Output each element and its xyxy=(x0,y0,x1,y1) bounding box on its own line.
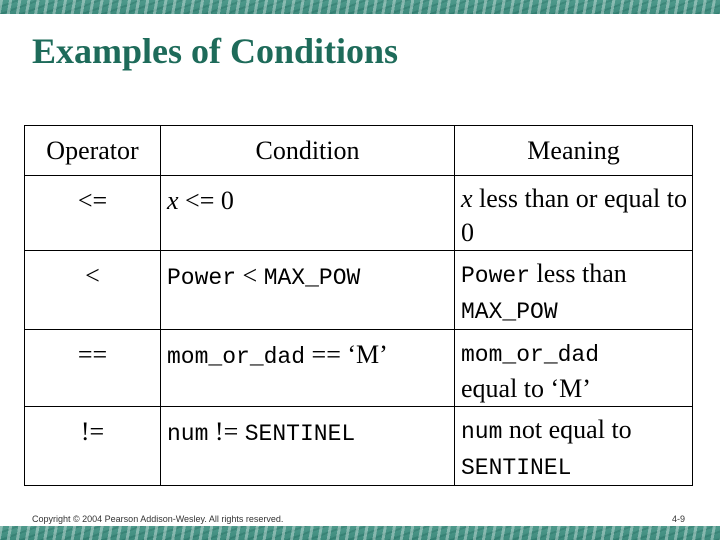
table-row xyxy=(25,407,693,486)
meaning-cell xyxy=(455,330,693,407)
condition-right: MAX_POW xyxy=(263,265,361,291)
meaning-text: less than xyxy=(530,259,627,288)
header-meaning: Meaning xyxy=(455,126,693,176)
copyright-footer: Copyright © 2004 Pearson Addison-Wesley. All rights reserved. xyxy=(32,514,284,524)
meaning-rest: less than or equal to 0 xyxy=(461,184,687,247)
condition-right: SENTINEL xyxy=(244,421,356,447)
operator-cell: < xyxy=(25,251,161,330)
header-condition: Condition xyxy=(161,126,455,176)
condition-left: num xyxy=(167,421,209,447)
meaning-right: MAX_POW xyxy=(461,299,558,325)
meaning-cell xyxy=(455,407,693,486)
condition-rest: <= 0 xyxy=(178,186,234,215)
operator-cell: <= xyxy=(25,176,161,251)
conditions-table xyxy=(24,125,693,486)
condition-cell xyxy=(161,330,455,407)
condition-operator: < xyxy=(236,261,264,290)
bottom-decorative-band xyxy=(0,526,720,540)
table-header-row xyxy=(25,126,693,176)
page-number: 4-9 xyxy=(672,514,686,524)
meaning-right: SENTINEL xyxy=(461,455,572,481)
condition-cell xyxy=(161,407,455,486)
table-row xyxy=(25,330,693,407)
condition-left: Power xyxy=(167,265,237,291)
operator-cell: != xyxy=(25,407,161,486)
condition-cell xyxy=(161,176,455,251)
meaning-cell xyxy=(455,176,693,251)
meaning-variable: x xyxy=(461,184,473,213)
condition-operator: != xyxy=(208,417,245,446)
operator-cell: == xyxy=(25,330,161,407)
top-decorative-band xyxy=(0,0,720,14)
condition-operator: == xyxy=(305,340,348,369)
condition-variable: x xyxy=(167,186,179,215)
meaning-cell xyxy=(455,251,693,330)
meaning-text: equal to ‘M’ xyxy=(461,374,591,403)
meaning-left: mom_or_dad xyxy=(461,342,600,368)
table-row xyxy=(25,176,693,251)
meaning-text: not equal to xyxy=(502,415,632,444)
slide-title: Examples of Conditions xyxy=(32,31,399,71)
meaning-left: num xyxy=(461,419,503,445)
header-operator: Operator xyxy=(25,126,161,176)
condition-cell xyxy=(161,251,455,330)
condition-right: ‘M’ xyxy=(347,340,388,369)
meaning-left: Power xyxy=(461,263,531,289)
condition-left: mom_or_dad xyxy=(167,344,306,370)
table-row xyxy=(25,251,693,330)
